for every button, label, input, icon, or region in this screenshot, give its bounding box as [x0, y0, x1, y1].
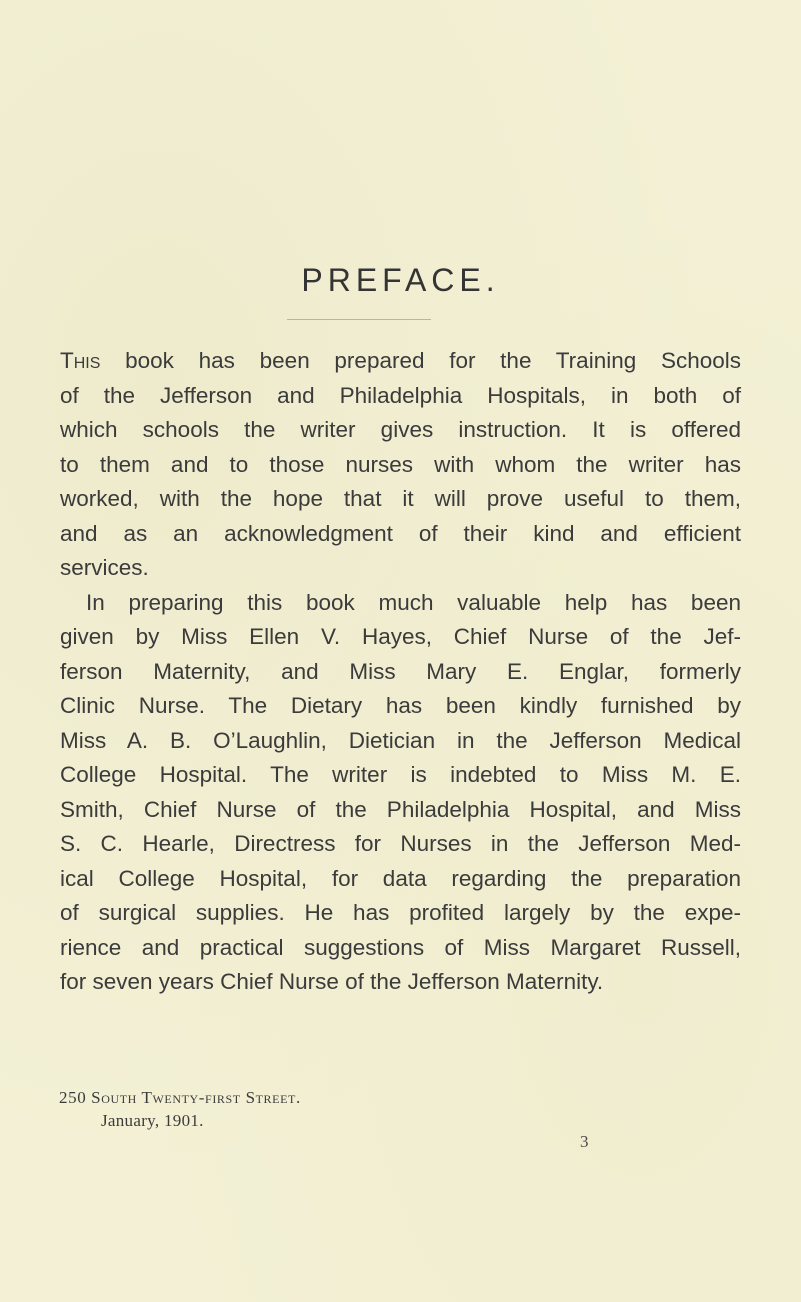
text-line: rience and practical suggestions of Miss Margaret Russell,: [60, 934, 741, 960]
text-line: of the Jefferson and Philadelphia Hospitals, in both of: [60, 382, 741, 408]
page-title: PREFACE.: [301, 262, 500, 298]
text-line: worked, with the hope that it will prove useful to them,: [60, 486, 741, 511]
preface-date: January, 1901.: [101, 1111, 204, 1130]
text-line: ferson Maternity, and Miss Mary E. Englar, formerly: [60, 658, 741, 684]
text-line: of surgical supplies. He has profited largely by the expe-: [60, 900, 741, 925]
text-line: for seven years Chief Nurse of the Jefferson Maternity.: [60, 969, 604, 994]
author-address: 250 South Twenty-first Street.: [59, 1088, 301, 1107]
first-word: This: [60, 348, 101, 373]
page-number: 3: [580, 1132, 589, 1151]
text-line: Smith, Chief Nurse of the Philadelphia Hospital, and Miss: [60, 796, 741, 822]
text-line: ical College Hospital, for data regarding the preparation: [60, 865, 741, 891]
text-line: [60, 344, 741, 379]
text-line: services.: [60, 555, 149, 580]
text-line: Miss A. B. O’Laughlin, Dietician in the Jefferson Medical: [60, 727, 741, 753]
text-line: which schools the writer gives instruction. It is offered: [60, 417, 741, 442]
title-rule-divider: [287, 319, 431, 320]
text-line: and as an acknowledgment of their kind and efficient: [60, 520, 741, 546]
text-line: given by Miss Ellen V. Hayes, Chief Nurse of the Jef-: [60, 624, 741, 649]
text-line: to them and to those nurses with whom the writer has: [60, 451, 741, 477]
text-line: College Hospital. The writer is indebted to Miss M. E.: [60, 762, 741, 787]
text-line: Clinic Nurse. The Dietary has been kindly furnished by: [60, 693, 741, 718]
text-line: In preparing this book much valuable help has been: [86, 589, 741, 615]
text-line: S. C. Hearle, Directress for Nurses in the Jefferson Med-: [60, 831, 741, 856]
text-line-content: book has been prepared for the Training Schools: [100, 348, 741, 373]
preface-body: [60, 344, 741, 1000]
